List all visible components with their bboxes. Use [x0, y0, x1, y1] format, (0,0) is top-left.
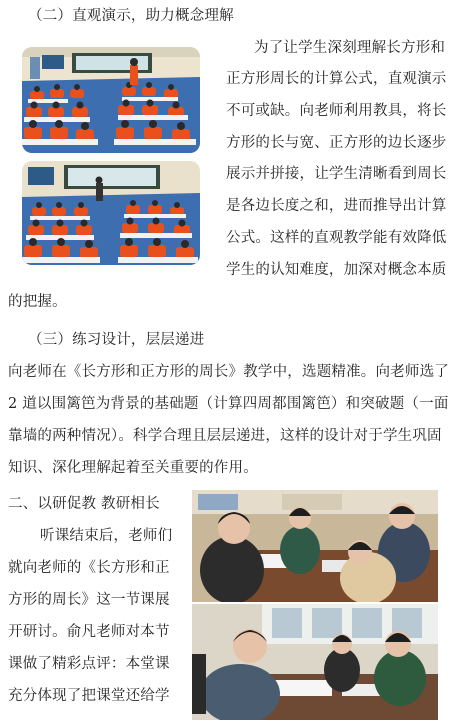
- para2-line-2: 正方形周长的计算公式，直观演示: [226, 71, 447, 87]
- meeting-photo-2: [192, 604, 438, 720]
- para4-line-4: 开研讨。俞凡老师对本节: [8, 624, 170, 640]
- para3-line-1: 向老师在《长方形和正方形的周长》教学中，选题精准。向老师选了: [8, 364, 449, 380]
- classroom-photo-1: [22, 47, 200, 153]
- section-3-title: （三）练习设计，层层递进: [28, 332, 205, 348]
- para2-line-4: 方形的长与宽、正方形的边长逐步: [226, 135, 447, 151]
- para2-line-5: 展示并拼接，让学生清晰看到周长: [226, 166, 447, 182]
- classroom-photo-2: [22, 161, 200, 265]
- para2-line-3: 不可或缺。向老师利用教具，将长: [226, 103, 447, 119]
- para4-line-6: 充分体现了把课堂还给学: [8, 688, 170, 704]
- para3-line-2: 2 道以围篱笆为背景的基础题（计算四周都围篱笆）和突破题（一面: [8, 396, 449, 412]
- meeting-photo-1: [192, 490, 438, 602]
- para2-line-7: 公式。这样的直观教学能有效降低: [226, 230, 447, 246]
- para3-line-3: 靠墙的两种情况）。科学合理且层层递进，这样的设计对于学生巩固: [8, 428, 442, 444]
- para2-line-9: 的把握。: [8, 294, 67, 310]
- para2-line-1: 为了让学生深刻理解长方形和: [254, 40, 446, 56]
- para4-line-3: 方形的周长》这一节课展: [8, 592, 170, 608]
- para4-line-5: 课做了精彩点评：本堂课: [8, 656, 170, 672]
- section-2-title: （二）直观演示，助力概念理解: [28, 8, 234, 24]
- para2-line-8: 学生的认知难度，加深对概念本质: [226, 262, 447, 278]
- para3-line-4: 知识、深化理解起着至关重要的作用。: [8, 460, 258, 476]
- para2-line-6: 是各边长度之和，进而推导出计算: [226, 198, 447, 214]
- para4-line-2: 就向老师的《长方形和正: [8, 560, 170, 576]
- section-b-title: 二、以研促教 教研相长: [8, 496, 160, 512]
- para4-line-1: 听课结束后，老师们: [40, 528, 173, 544]
